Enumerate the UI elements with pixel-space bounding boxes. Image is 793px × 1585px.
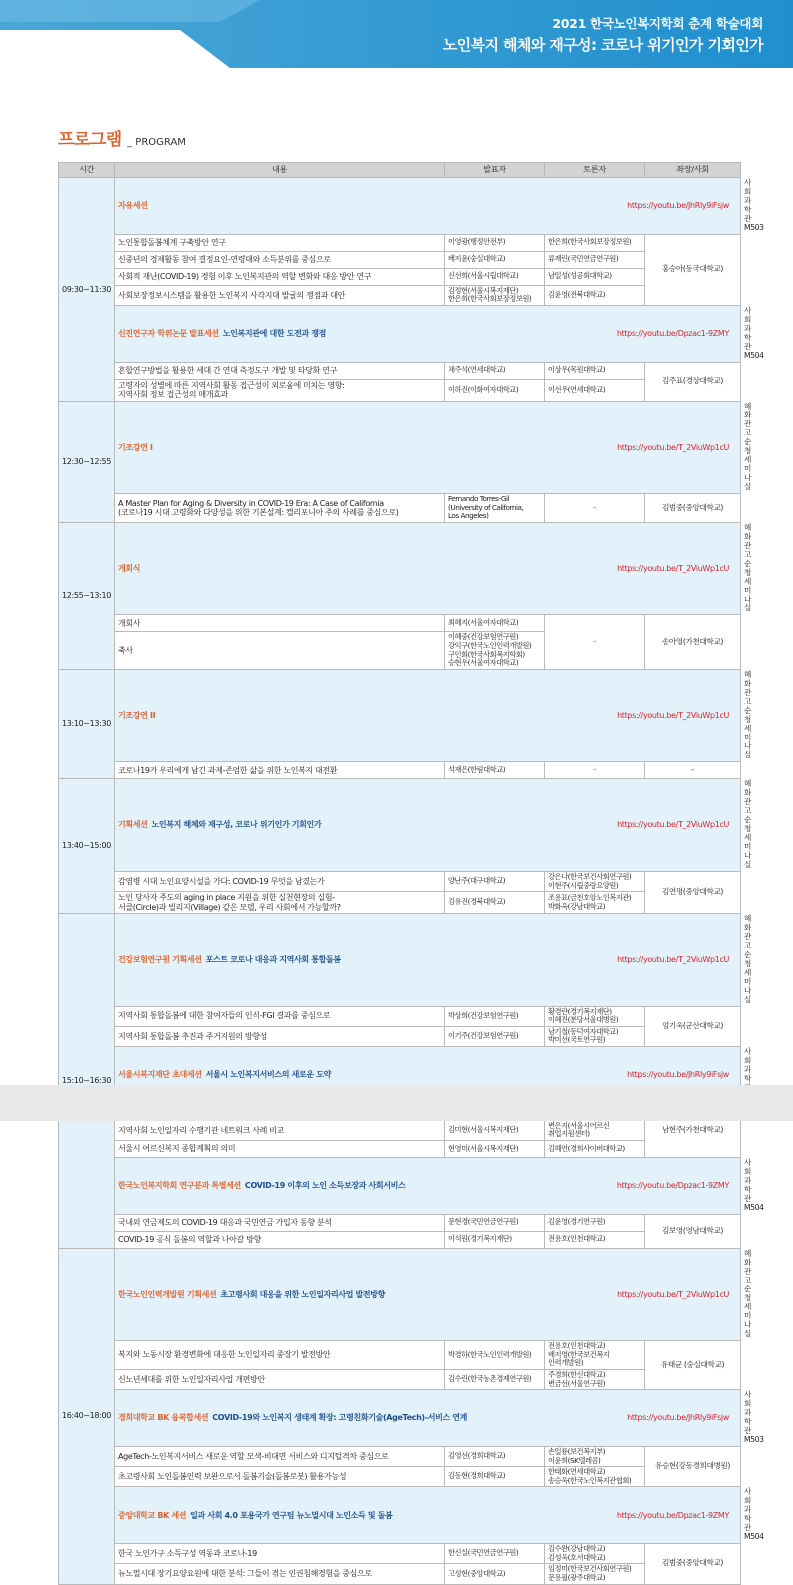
session-header	[115, 401, 741, 494]
paper-title-line: 국내외 연금제도의 COVID-19 대응과 국민연금 가입자 동향 분석	[118, 1217, 332, 1227]
presenter-name: 구인회(한국사회복지학회)	[448, 649, 525, 659]
session-name: 신진연구자 학위논문 발표세션	[118, 329, 219, 339]
discussant-cell	[545, 615, 645, 669]
presenter-name: 김정현(서울시복지재단)	[448, 285, 519, 295]
paper-title-line: 개회사	[118, 618, 141, 628]
paper-title-line: 뉴노멀시대 장기요양요원에 대한 분석: 그들이 겪는 인권침해경험을 중심으로	[118, 1569, 372, 1579]
paper-title-line: 축사	[118, 645, 133, 655]
presenter-cell	[445, 1231, 545, 1248]
discussant-name: 류재린(국민연금연구원)	[548, 254, 619, 264]
session-header-content	[118, 1181, 737, 1190]
table-row	[59, 615, 741, 632]
presenter-name: 박상희(건강보험연구원)	[448, 1010, 519, 1020]
discussant-cell	[545, 1370, 645, 1390]
session-header	[115, 779, 741, 872]
presenter-name: 이하진(이화여자대학교)	[448, 384, 519, 394]
header-banner	[0, 0, 793, 68]
paper-title	[115, 285, 445, 305]
session-header-content	[118, 955, 737, 964]
discussant-cell	[545, 892, 645, 914]
discussant-name: 인력개발원)	[548, 1358, 584, 1368]
presenter-name: 김유진(경북대학교)	[448, 897, 506, 907]
table-row	[59, 1341, 741, 1370]
discussant-name: 김윤영(전북대학교)	[548, 290, 606, 300]
session-header-row: 서울시복지재단 초대세션 서울시 노인복지서비스의 새로운 도약 https://youtu.be/JhRly9iFsjw 사회과학	[59, 1046, 741, 1103]
session-chair: 유승현(강동경희대병원)	[645, 1446, 741, 1486]
session-name: 자유세션	[118, 201, 148, 211]
session-chair: 남현주(가천대학교)	[645, 1103, 741, 1157]
session-name: 중앙대학교 BK 세션	[118, 1510, 187, 1520]
paper-title	[115, 1467, 445, 1487]
discussant-cell	[545, 1446, 645, 1466]
table-row	[59, 1006, 741, 1026]
discussant-name: 이현주(시립중랑요양원)	[548, 880, 619, 890]
session-stream-link[interactable]: https://youtu.be/Dpzac1-9ZMY	[616, 1181, 729, 1191]
discussant-cell	[545, 234, 645, 251]
presenter-cell	[445, 1006, 545, 1026]
footer-bar	[0, 1085, 793, 1121]
discussant-name: 이상우(목원대학교)	[548, 365, 606, 375]
paper-title-line: A Master Plan for Aging & Diversity in COVID-19 Era: A Case of California	[118, 498, 384, 508]
session-header-row: 한국노인복지학회 연구분과 특별세션 COVID-19 이후의 노인 소득보장과 사회서비스 https://youtu.be/Dpzac1-9ZMY 사회과학관 M504	[59, 1157, 741, 1214]
discussant-name: 임정미(한국보건사회연구원)	[548, 1564, 632, 1574]
session-header-content	[118, 711, 737, 720]
conference-title: 2021 한국노인복지학회 춘계 학술대회	[552, 16, 763, 31]
session-theme: 일과 사회 4.0 포용국가 연구팀 뉴노멀시대 노인소득 및 돌봄	[190, 1510, 393, 1520]
discussant-name: 박화옥(강남대학교)	[548, 901, 606, 911]
session-theme: 초고령사회 대응을 위한 노인일자리사업 발전방향	[220, 1289, 386, 1299]
discussant-name: 김수완(강남대학교)	[548, 1544, 606, 1554]
presenter-name: 김수린(한국농촌경제연구원)	[448, 1374, 532, 1384]
presenter-cell	[445, 892, 545, 914]
session-chair: 김주표(경상대학교)	[645, 362, 741, 401]
discussant-cell	[545, 1467, 645, 1487]
paper-title-line: 신중년의 경제활동 참여 결정요인-연령대와 소득분위를 중심으로	[118, 255, 331, 264]
session-stream-link[interactable]: https://youtu.be/Dpzac1-9ZMY	[616, 329, 729, 339]
paper-title	[115, 1446, 445, 1466]
col-chair-header: 좌장/사회	[645, 163, 741, 178]
discussant-name: 박미선(국토연구원)	[548, 1035, 606, 1045]
session-name: 한국노인인력개발원 기획세션	[118, 1289, 217, 1299]
discussant-name: 전용호(인천대학교)	[548, 1341, 606, 1351]
discussant-name: -	[593, 502, 596, 512]
paper-title-line: 사회보장정보시스템을 활용한 노인복지 사각지대 발굴의 쟁점과 대안	[118, 290, 346, 300]
table-header-row	[59, 163, 741, 178]
table-row	[59, 1214, 741, 1231]
presenter-name: 김동현(경희대학교)	[448, 1471, 506, 1481]
session-header-row: 중앙대학교 BK 세션 일과 사회 4.0 포용국가 연구팀 뉴노멀시대 노인소득 및 돌봄 https://youtu.be/Dpzac1-9ZMY 사회과학관 M504	[59, 1487, 741, 1544]
table-row	[59, 1544, 741, 1564]
session-chair: 김범중(중앙대학교)	[645, 1544, 741, 1584]
paper-title-line: 복지와 노동시장 환경변화에 대응한 노인일자리 중장기 발전방안	[118, 1350, 331, 1360]
session-header	[115, 305, 741, 362]
presenter-cell	[445, 251, 545, 268]
presenter-name: 고성현(중앙대학교)	[448, 1568, 506, 1578]
program-subtitle: _ PROGRAM	[127, 137, 186, 148]
paper-title-line: 서클(Circle)과 빌리지(Village) 같은 모델, 우리 사회에서 가능할까?	[118, 902, 341, 912]
paper-title-line: COVID-19 공식 돌봄의 역할과 나아갈 방향	[118, 1234, 261, 1244]
session-stream-link[interactable]: https://youtu.be/T_2ViuWp1cU	[617, 442, 729, 452]
paper-title	[115, 762, 445, 779]
discussant-name: 이선우(연세대학교)	[548, 384, 606, 394]
presenter-name: 채주석(연세대학교)	[448, 365, 506, 375]
table-row	[59, 1467, 741, 1487]
session-stream-link[interactable]: https://youtu.be/T_2ViuWp1cU	[617, 710, 729, 720]
discussant-name: 문용필(광주대학교)	[548, 1572, 606, 1582]
paper-title-line: (코로나19 시대 고령화와 다양성을 위한 기본설계: 캘리포니아 주의 사례를 중심으로)	[118, 507, 399, 517]
session-name: 건강보험연구원 기획세션	[118, 955, 202, 965]
presenter-name: 박경하(한국노인인력개발원)	[448, 1349, 532, 1359]
session-stream-link[interactable]: https://youtu.be/JhRly9iFsjw	[627, 1413, 729, 1423]
paper-title-line: AgeTech-노인복지서비스 새로운 역할 모색-비대면 서비스와 디지털격차 중심으로	[118, 1451, 389, 1461]
paper-title	[115, 1564, 445, 1584]
paper-title	[115, 1544, 445, 1564]
discussant-cell	[545, 379, 645, 401]
paper-title	[115, 1370, 445, 1390]
session-header-content	[118, 1290, 737, 1299]
session-chair: 홍승아(동국대학교)	[645, 234, 741, 305]
session-time: 13:10~13:30	[59, 669, 115, 779]
session-header-row: 12:30~12:55 기조강연 I https://youtu.be/T_2ViuWp1cU 혜화관 고순청 세미나실	[59, 401, 741, 494]
session-chair: 엄기욱(군산대학교)	[645, 1006, 741, 1046]
table-row	[59, 234, 741, 251]
program-heading	[58, 125, 186, 150]
table-row	[59, 871, 741, 891]
discussant-cell	[545, 285, 645, 305]
col-presenter-header: 발표자	[445, 163, 545, 178]
discussant-name: 이혜진(분당서울대병원)	[548, 1015, 619, 1025]
session-name: 개회식	[118, 563, 141, 573]
presenter-name: Fernando Torres-Gil	[448, 494, 510, 504]
session-header	[115, 522, 741, 615]
discussant-cell	[545, 871, 645, 891]
discussant-cell	[545, 1544, 645, 1564]
presenter-cell	[445, 615, 545, 632]
presenter-name: 최혜지(서울여자대학교)	[448, 618, 519, 628]
session-stream-link[interactable]: https://youtu.be/T_2ViuWp1cU	[617, 1289, 729, 1299]
discussant-name: 황경란(경기복지재단)	[548, 1006, 612, 1016]
session-header	[115, 914, 741, 1007]
discussant-cell	[545, 362, 645, 379]
paper-title-line: 서울시 어르신복지 종합계획의 의미	[118, 1144, 236, 1154]
session-chair: 김보영(영남대학교)	[645, 1214, 741, 1248]
session-theme: COVID-19와 노인복지 생태계 확장: 고령친화기술(AgeTech)-서비스 연계	[212, 1413, 468, 1423]
session-header-content	[118, 329, 737, 338]
discussant-name: 강은나(한국보건사회연구원)	[548, 871, 632, 881]
presenter-name: Los Angeles)	[448, 511, 489, 521]
session-time: 13:40~15:00	[59, 779, 115, 914]
paper-title-line: 신노년세대를 위한 노인일자리사업 개편방안	[118, 1374, 265, 1384]
session-header	[115, 1487, 741, 1544]
discussant-name: 변금선(서울연구원)	[548, 1378, 606, 1388]
session-time: 16:40~18:00	[59, 1248, 115, 1584]
paper-title	[115, 1214, 445, 1231]
session-name: 경희대학교 BK 융복합세션	[118, 1413, 209, 1423]
discussant-name: 배지영(한국보건복지	[548, 1349, 610, 1359]
conference-theme: 노인복지 해체와 재구성: 코로나 위기인가 기회인가	[442, 36, 763, 54]
table-row	[59, 892, 741, 914]
paper-title-line: 초고령사회 노인돌봄인력 보완으로서 돌봄기술(돌봄로봇) 활용가능성	[118, 1472, 347, 1482]
session-header-content	[118, 1511, 737, 1520]
presenter-cell	[445, 1544, 545, 1564]
session-header-content	[118, 1070, 737, 1079]
presenter-name: 김미현(서울시복지재단)	[448, 1125, 519, 1134]
session-name: 한국노인복지학회 연구분과 특별세션	[118, 1181, 241, 1191]
discussant-cell	[545, 1026, 645, 1046]
discussant-cell	[545, 494, 645, 523]
paper-title-line: 지역사회 통합돌봄에 대한 참여자들의 인식-FGI 결과를 중심으로	[118, 1011, 331, 1021]
session-header-row: 경희대학교 BK 융복합세션 COVID-19와 노인복지 생태계 확장: 고령친화기술(AgeTech)-서비스 연계 https://youtu.be/JhRly9iFsjw 사회과학관 M503	[59, 1390, 741, 1447]
session-header-content	[118, 443, 737, 452]
session-header-content	[118, 201, 737, 210]
session-header-row: 13:40~15:00 기획세션 노인복지 해체와 재구성, 코로나 위기인가 기회인가 https://youtu.be/T_2ViuWp1cU 혜화관 고순청 세미나실	[59, 779, 741, 872]
discussant-cell	[545, 1231, 645, 1248]
session-theme: 서울시 노인복지서비스의 새로운 도약	[205, 1070, 331, 1080]
discussant-name: -	[593, 636, 596, 646]
table-row	[59, 1370, 741, 1390]
paper-title-line: 노인 당사자 주도의 aging in place 지원을 위한 실천현장의 실험-	[118, 893, 335, 903]
presenter-cell	[445, 234, 545, 251]
session-header	[115, 669, 741, 762]
session-header-row: 12:55~13:10 개회식 https://youtu.be/T_2ViuWp1cU 혜화관 고순청 세미나실	[59, 522, 741, 615]
discussant-name: 변은지(서울시어르신	[548, 1120, 610, 1130]
session-theme: 포스트 코로나 대응과 지역사회 통합돌봄	[205, 955, 341, 965]
discussant-name: 조용표(금천호암노인복지관)	[548, 892, 632, 902]
session-header-row: 신진연구자 학위논문 발표세션 노인복지관에 대한 도전과 쟁점 https://youtu.be/Dpzac1-9ZMY 사회과학관 M504	[59, 305, 741, 362]
presenter-cell	[445, 494, 545, 523]
presenter-cell	[445, 285, 545, 305]
discussant-name: 김성욱(호서대학교)	[548, 1552, 606, 1562]
discussant-cell	[545, 762, 645, 779]
program-table	[58, 162, 764, 1585]
session-header-row: 09:30~11:30 자유세션 https://youtu.be/JhRly9iFsjw 사회과학관 M503	[59, 178, 741, 235]
session-stream-link[interactable]: https://youtu.be/JhRly9iFsjw	[627, 1070, 729, 1080]
presenter-cell	[445, 362, 545, 379]
program-title: 프로그램	[58, 130, 122, 150]
presenter-name: (University of California,	[448, 502, 524, 512]
discussant-name: 전용호(인천대학교)	[548, 1234, 606, 1244]
discussant-name: -	[593, 765, 596, 775]
discussant-cell	[545, 1140, 645, 1157]
discussant-name: 남일성(성공회대학교)	[548, 271, 612, 281]
discussant-cell	[545, 251, 645, 268]
presenter-cell	[445, 1214, 545, 1231]
table-row	[59, 268, 741, 285]
session-header	[115, 178, 741, 235]
session-stream-link[interactable]: https://youtu.be/T_2ViuWp1cU	[617, 955, 729, 965]
session-chair: 송아영(가천대학교)	[645, 615, 741, 669]
session-chair: 유태균 (숭실대학교)	[645, 1341, 741, 1390]
discussant-name: 송승욱(한국노인복지관협회)	[548, 1475, 632, 1485]
presenter-name: 이혜중(건강보험연구원)	[448, 632, 519, 642]
presenter-cell	[445, 1564, 545, 1584]
paper-title	[115, 632, 445, 669]
session-time: 15:10~16:30	[59, 914, 115, 1249]
table-row	[59, 762, 741, 779]
session-header-content	[118, 820, 737, 829]
paper-title-line: 사회적 재난(COVID-19) 경험 이후 노인복지관의 역할 변화와 대응 방안 연구	[118, 272, 372, 281]
session-time: 09:30~11:30	[59, 178, 115, 402]
paper-title-line: 지역사회 통합돌봄 추진과 주거지원의 방향성	[118, 1031, 267, 1041]
session-header	[115, 1248, 741, 1341]
table-row	[59, 1120, 741, 1140]
presenter-name: 이영광(행정안전부)	[448, 237, 506, 247]
session-header-row: 15:10~16:30 건강보험연구원 기획세션 포스트 코로나 대응과 지역사회 통합돌봄 https://youtu.be/T_2ViuWp1cU 혜화관 고순청 세미나실	[59, 914, 741, 1007]
presenter-name: 신선희(서울시립대학교)	[448, 271, 519, 281]
paper-title	[115, 494, 445, 523]
paper-title	[115, 268, 445, 285]
presenter-name: 이석원(경기복지재단)	[448, 1234, 512, 1244]
presenter-name: 한은희(한국사회보장정보원)	[448, 294, 532, 304]
paper-title	[115, 379, 445, 401]
discussant-cell	[545, 1214, 645, 1231]
discussant-name: 김혜연(경희사이버대학교)	[548, 1143, 625, 1153]
discussant-name: 남기철(동덕여자대학교)	[548, 1026, 619, 1036]
paper-title	[115, 1120, 445, 1140]
presenter-name: 강익구(한국노인인력개발원)	[448, 641, 532, 651]
table-row	[59, 1231, 741, 1248]
paper-title	[115, 892, 445, 914]
session-chair: 김연명(중앙대학교)	[645, 871, 741, 913]
session-header-row: 16:40~18:00 한국노인인력개발원 기획세션 초고령사회 대응을 위한 노인일자리사업 발전방향 https://youtu.be/T_2ViuWp1cU 혜화관 고순청 세미나실	[59, 1248, 741, 1341]
discussant-cell	[545, 1120, 645, 1140]
session-name: 서울시복지재단 초대세션	[118, 1070, 202, 1080]
session-header	[115, 1390, 741, 1447]
program-body	[59, 178, 764, 1585]
session-stream-link[interactable]: https://youtu.be/T_2ViuWp1cU	[617, 820, 729, 830]
presenter-cell	[445, 632, 545, 669]
session-stream-link[interactable]: https://youtu.be/JhRly9iFsjw	[627, 201, 729, 211]
paper-title	[115, 871, 445, 891]
session-header-content	[118, 564, 737, 573]
session-header-row: 13:10~13:30 기조강연 II https://youtu.be/T_2ViuWp1cU 혜화관 고순청 세미나실	[59, 669, 741, 762]
paper-title	[115, 251, 445, 268]
session-name: 기조강연 II	[118, 710, 156, 720]
discussant-cell	[545, 1564, 645, 1584]
paper-title	[115, 1006, 445, 1026]
table-row	[59, 1564, 741, 1584]
paper-title	[115, 1026, 445, 1046]
table-row	[59, 1446, 741, 1466]
session-stream-link[interactable]: https://youtu.be/T_2ViuWp1cU	[617, 563, 729, 573]
table-row	[59, 1140, 741, 1157]
session-theme: COVID-19 이후의 노인 소득보장과 사회서비스	[244, 1181, 406, 1191]
table-row	[59, 1026, 741, 1046]
presenter-name: 승현우(서울여자대학교)	[448, 658, 519, 668]
session-name: 기획세션	[118, 820, 148, 830]
discussant-cell	[545, 268, 645, 285]
presenter-cell	[445, 268, 545, 285]
presenter-name: 양난주(대구대학교)	[448, 876, 506, 886]
presenter-name: 문현경(국민연금연구원)	[448, 1217, 519, 1227]
paper-title	[115, 1231, 445, 1248]
presenter-name: 현영미(서울시복지재단)	[448, 1143, 519, 1153]
session-time: 12:55~13:10	[59, 522, 115, 669]
discussant-name: 한태화(연세대학교)	[548, 1467, 606, 1477]
paper-title	[115, 1140, 445, 1157]
session-theme: 노인복지 해체와 재구성, 코로나 위기인가 기회인가	[151, 820, 322, 830]
presenter-name: 배지윤(숭실대학교)	[448, 254, 506, 264]
presenter-cell	[445, 1370, 545, 1390]
discussant-cell	[545, 1341, 645, 1370]
paper-title	[115, 234, 445, 251]
session-chair: 김범중(중앙대학교)	[645, 494, 741, 523]
paper-title-line: 지역사회 노인일자리 수행기관 네트워크 사례 비교	[118, 1125, 284, 1135]
paper-title-line: 한국 노인가구 소득구성 역동과 코로나-19	[118, 1548, 257, 1558]
paper-title-line: 혼합연구방법을 활용한 세대 간 연대 측정도구 개발 및 타당화 연구	[118, 365, 337, 375]
table-row	[59, 379, 741, 401]
paper-title	[115, 362, 445, 379]
session-header-content	[118, 1413, 737, 1422]
presenter-cell	[445, 1341, 545, 1370]
presenter-cell	[445, 1446, 545, 1466]
discussant-cell	[545, 1006, 645, 1026]
discussant-name: 손일룡(보건복지부)	[548, 1446, 606, 1456]
col-time-header: 시간	[59, 163, 115, 178]
col-content-header: 내용	[115, 163, 445, 178]
presenter-cell	[445, 379, 545, 401]
presenter-cell	[445, 871, 545, 891]
paper-title-line: 노인통합돌봄체계 구축방안 연구	[118, 238, 226, 247]
presenter-cell	[445, 762, 545, 779]
session-chair: -	[645, 762, 741, 779]
discussant-name: 이윤희(SK텔레콤)	[548, 1455, 601, 1465]
table-row	[59, 251, 741, 268]
presenter-cell	[445, 1026, 545, 1046]
presenter-cell	[445, 1140, 545, 1157]
presenter-name: 석재은(한림대학교)	[448, 765, 506, 775]
paper-title-line: 감염병 시대 노인요양시설을 가다: COVID-19 무엇을 남겼는가	[118, 876, 325, 886]
session-theme: 노인복지관에 대한 도전과 쟁점	[222, 329, 327, 339]
presenter-name: 이기주(건강보험연구원)	[448, 1031, 519, 1041]
discussant-name: 취업지원센터)	[548, 1129, 590, 1139]
discussant-name: 주경희(한신대학교)	[548, 1370, 606, 1379]
presenter-cell	[445, 1120, 545, 1140]
paper-title-line: 고령자의 성별에 따른 지역사회 활동 접근성이 외로움에 미치는 영향:	[118, 380, 345, 390]
presenter-name: 한신실(국민연금연구원)	[448, 1548, 519, 1558]
paper-title	[115, 615, 445, 632]
paper-title	[115, 1341, 445, 1370]
presenter-name: 김영선(경희대학교)	[448, 1451, 506, 1461]
discussant-name: 한은희(한국사회보장정보원)	[548, 237, 632, 247]
presenter-cell	[445, 1467, 545, 1487]
paper-title-line: 지역사회 정보 접근성의 매개효과	[118, 390, 228, 400]
session-time: 12:30~12:55	[59, 401, 115, 522]
col-discussant-header: 토론자	[545, 163, 645, 178]
table-row	[59, 362, 741, 379]
paper-title-line: 코로나19가 우리에게 남긴 과제-존엄한 삶을 위한 노인복지 대전환	[118, 765, 338, 775]
session-header	[115, 1157, 741, 1214]
session-stream-link[interactable]: https://youtu.be/Dpzac1-9ZMY	[616, 1510, 729, 1520]
table-row	[59, 494, 741, 523]
table-row	[59, 285, 741, 305]
session-name: 기조강연 I	[118, 442, 153, 452]
discussant-name: 김윤영(경기연구원)	[548, 1217, 606, 1227]
